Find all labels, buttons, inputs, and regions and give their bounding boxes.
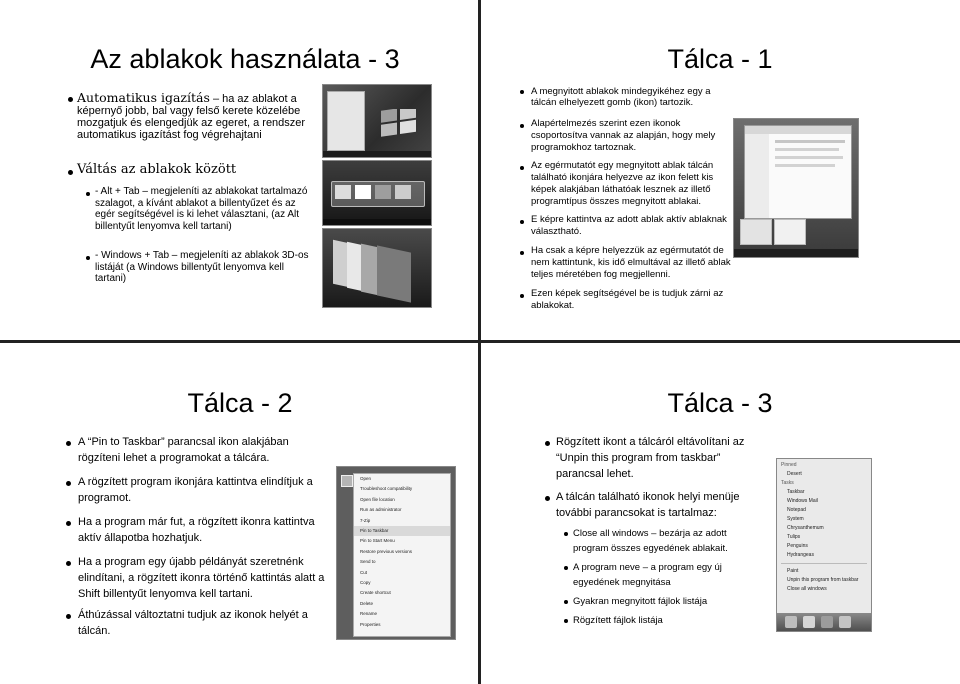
slide-1-bullet-1 (77, 92, 317, 141)
context-menu-item[interactable]: Copy (360, 580, 371, 586)
slide-2-bullet-6: Ezen képek segítségével be is tudjuk zárni az ablakokat. (531, 288, 724, 311)
program-icon (341, 475, 353, 487)
taskbar-button[interactable] (803, 616, 815, 628)
slide-2-bullet-2: Alapértelmezés szerint ezen ikonok csoportosítva vannak az alapján, hogy mely programokhoz tartoznak. (531, 118, 716, 153)
context-menu-item[interactable]: Restore previous versions (360, 548, 413, 554)
slide-1-subbullet-1: - Alt + Tab – megjeleníti az ablakokat tartalmazó szalagot, a kívánt ablakot a billentyűzet és az egér segítségével is ki lehet választani, (az Alt billentyűt lenyomva kell tartani) (95, 186, 308, 232)
jump-list-item[interactable]: Close all windows (787, 586, 827, 592)
slide-2-title: Tálca - 1 (667, 44, 773, 74)
slide-4-subbullet-2: A program neve – a program egy új egyedének megnyitása (573, 562, 722, 588)
context-menu-screenshot (336, 466, 456, 640)
jump-list-item[interactable]: Hydrangeas (787, 552, 814, 558)
flip-3d-screenshot (322, 228, 432, 308)
slide-4-bullet-1: Rögzített ikont a tálcáról eltávolítani az “Unpin this program from taskbar” parancsal lehet. (556, 436, 745, 480)
jump-list-item[interactable]: System (787, 516, 804, 522)
jump-list-separator (781, 563, 867, 564)
slide-4-subbullet-3: Gyakran megnyitott fájlok listája (573, 596, 708, 607)
bullet-dot (520, 251, 524, 255)
context-menu-item[interactable]: Open (360, 476, 372, 481)
window-thumbnail (395, 185, 411, 199)
slide-2-bullet-4: E képre kattintva az adott ablak aktív ablaknak választható. (531, 214, 727, 237)
context-menu-items (354, 474, 450, 630)
jump-list-screenshot (776, 458, 872, 632)
slide-4-subbullet-4: Rögzített fájlok listája (573, 615, 663, 626)
jump-list-item[interactable]: Paint (787, 568, 799, 574)
bullet-lead: Automatikus igazítás (77, 90, 210, 105)
jump-list-item[interactable]: Windows Mail (787, 498, 818, 504)
explorer-window (744, 125, 852, 219)
slide-4-title: Tálca - 3 (667, 388, 773, 418)
taskbar-button[interactable] (785, 616, 797, 628)
jump-list-item[interactable]: Taskbar (787, 489, 805, 495)
context-menu-item[interactable]: Rename (360, 611, 378, 617)
bullet-dot (66, 614, 71, 619)
slide-3-bullet-1: A “Pin to Taskbar” parancsal ikon alakjában rögzíteni lehet a programokat a tálcára. (78, 436, 289, 464)
taskbar-button[interactable] (821, 616, 833, 628)
bullet-dot (66, 561, 71, 566)
context-menu-item[interactable]: Properties (360, 621, 381, 627)
thumbnail-preview (774, 219, 806, 245)
taskbar-preview-screenshot (733, 118, 859, 258)
slide-3-bullet-2: A rögzített program ikonjára kattintva elindítjuk a programot. (78, 476, 313, 504)
bullet-dot (564, 600, 568, 604)
bullet-dot (545, 496, 550, 501)
jump-list-header: Pinned (781, 462, 797, 468)
window-thumbnail (327, 91, 365, 151)
slide-2-bullet-1: A megnyitott ablakok mindegyikéhez egy a tálcán elhelyezett gomb (ikon) tartozik. (531, 86, 711, 108)
taskbar (734, 249, 858, 257)
slide-1-bullet-2: Váltás az ablakok között (77, 162, 237, 177)
bullet-dot (520, 90, 524, 94)
taskbar (323, 219, 431, 225)
windows-logo-icon (379, 109, 419, 139)
jump-list-header: Tasks (781, 480, 794, 486)
slide-1-subbullet-2: - Windows + Tab – megjeleníti az ablakok 3D-os listáját (a Windows billentyűt lenyomva kell tartani) (95, 250, 309, 284)
slide-1-title: Az ablakok használata - 3 (90, 44, 400, 74)
aero-snap-screenshot (322, 84, 432, 158)
context-menu-item[interactable]: Cut (360, 569, 368, 575)
horizontal-divider (0, 340, 960, 343)
bullet-text: – ha az ablakot a képernyő jobb, bal vagy felső kerete közelébe mozgatjuk és elengedjük az egeret, a rendszer automatikus igazítást fog végrehajtani (77, 93, 306, 141)
jump-list-item[interactable]: Tulips (787, 534, 801, 540)
bullet-dot (86, 192, 90, 196)
jump-list-item[interactable]: Desert (787, 471, 802, 477)
bullet-dot (564, 619, 568, 623)
slide-2-bullet-5: Ha csak a képre helyezzük az egérmutatót de nem kattintunk, kis idő elmultával az illető ablak teljes méretében fog megjellenni. (531, 245, 731, 280)
bullet-dot (545, 441, 550, 446)
window-thumbnail (355, 185, 371, 199)
window-card (377, 245, 411, 302)
bullet-dot (68, 170, 73, 175)
window-thumbnail (375, 185, 391, 199)
alt-tab-screenshot (322, 160, 432, 226)
bullet-dot (66, 441, 71, 446)
jump-list-item[interactable]: Penguins (787, 543, 808, 549)
context-menu-item[interactable]: Troubleshoot compatibility (360, 486, 413, 492)
slide-4-subbullet-1: Close all windows – bezárja az adott program összes egyedének ablakait. (573, 528, 728, 554)
context-menu-item[interactable]: Delete (360, 600, 374, 606)
taskbar-button[interactable] (839, 616, 851, 628)
context-menu-item[interactable]: Open file location (360, 496, 395, 502)
slide-4-bullet-2: A tálcán található ikonok helyi menüje további parancsokat is tartalmaz: (556, 491, 740, 519)
bullet-dot (520, 166, 524, 170)
window-thumbnail (335, 185, 351, 199)
context-menu-item[interactable]: Run as administrator (360, 507, 402, 513)
taskbar (777, 613, 871, 631)
bullet-dot (520, 124, 524, 128)
slide-3-bullet-4: Ha a program egy újabb példányát szeretnénk elindítani, a rögzített ikonra történő kattintás alatt a Shift billentyűt lenyomva kell tartani. (78, 556, 325, 600)
jump-list-item[interactable]: Unpin this program from taskbar (787, 577, 859, 583)
jump-list-item[interactable]: Chrysanthemum (787, 525, 824, 531)
bullet-dot (564, 532, 568, 536)
context-menu-item[interactable]: Pin to Start Menu (360, 538, 395, 544)
bullet-dot (66, 481, 71, 486)
thumbnail-preview (740, 219, 772, 245)
bullet-dot (564, 566, 568, 570)
slide-3-title: Tálca - 2 (187, 388, 293, 418)
bullet-dot (520, 294, 524, 298)
context-menu-item[interactable]: Send to (360, 559, 376, 565)
context-menu-item[interactable]: Pin to Taskbar (354, 526, 450, 536)
context-menu-item[interactable]: Create shortcut (360, 590, 391, 596)
jump-list (781, 461, 867, 594)
bullet-dot (520, 220, 524, 224)
bullet-dot (66, 521, 71, 526)
slide-2-bullet-3: Az egérmutatót egy megnyitott ablak tálcán található ikonjára helyezve az ikon felett kis képek alakjában láthatóak lesznek az illető programtípus összes megnyitott ablakai. (531, 160, 714, 207)
slide-3-bullet-5: Áthúzással változtatni tudjuk az ikonok helyét a tálcán. (78, 609, 308, 637)
jump-list-item[interactable]: Notepad (787, 507, 806, 513)
taskbar (323, 151, 431, 157)
slide-3-bullet-3: Ha a program már fut, a rögzített ikonra kattintva aktív állapotba hozhatjuk. (78, 516, 315, 544)
context-menu (353, 473, 451, 637)
context-menu-item[interactable]: 7-Zip (360, 517, 371, 523)
bullet-dot (68, 97, 73, 102)
bullet-dot (86, 256, 90, 260)
